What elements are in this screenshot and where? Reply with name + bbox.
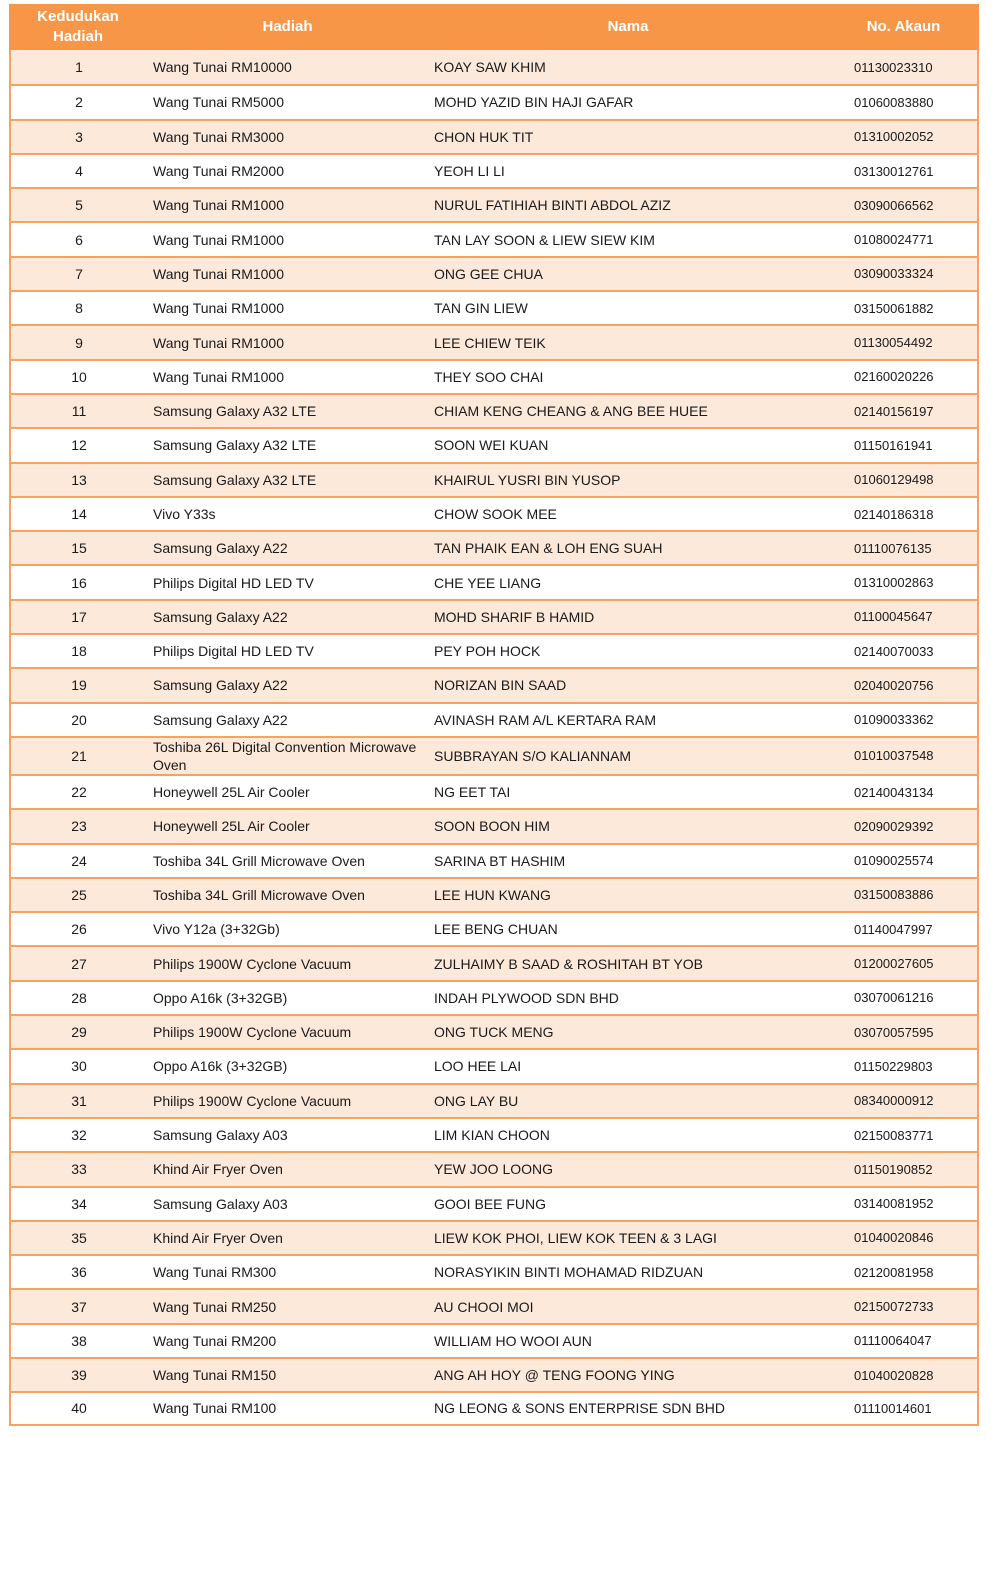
prize-cell: Wang Tunai RM3000 bbox=[147, 119, 428, 153]
prize-cell: Wang Tunai RM300 bbox=[147, 1254, 428, 1288]
table-row bbox=[9, 980, 979, 1014]
name-cell: LOO HEE LAI bbox=[428, 1048, 828, 1082]
name-cell: MOHD SHARIF B HAMID bbox=[428, 599, 828, 633]
prize-cell: Wang Tunai RM1000 bbox=[147, 256, 428, 290]
account-cell: 03140081952 bbox=[828, 1186, 979, 1220]
prize-cell: Toshiba 26L Digital Convention Microwave Oven bbox=[147, 736, 428, 774]
table-row bbox=[9, 808, 979, 842]
prize-cell: Toshiba 34L Grill Microwave Oven bbox=[147, 877, 428, 911]
table-row bbox=[9, 877, 979, 911]
name-cell: TAN PHAIK EAN & LOH ENG SUAH bbox=[428, 530, 828, 564]
name-cell: CHOW SOOK MEE bbox=[428, 496, 828, 530]
prize-cell: Samsung Galaxy A22 bbox=[147, 667, 428, 701]
table-row bbox=[9, 530, 979, 564]
table-row bbox=[9, 1014, 979, 1048]
table-row bbox=[9, 256, 979, 290]
prize-cell: Khind Air Fryer Oven bbox=[147, 1220, 428, 1254]
header-name: Nama bbox=[428, 4, 828, 50]
prize-cell: Khind Air Fryer Oven bbox=[147, 1151, 428, 1185]
table-row bbox=[9, 1391, 979, 1425]
rank-cell: 27 bbox=[9, 945, 147, 979]
name-cell: LIEW KOK PHOI, LIEW KOK TEEN & 3 LAGI bbox=[428, 1220, 828, 1254]
winners-table-container bbox=[9, 4, 979, 1426]
rank-cell: 4 bbox=[9, 153, 147, 187]
table-row bbox=[9, 153, 979, 187]
name-cell: LEE BENG CHUAN bbox=[428, 911, 828, 945]
rank-cell: 33 bbox=[9, 1151, 147, 1185]
rank-cell: 34 bbox=[9, 1186, 147, 1220]
account-cell: 01010037548 bbox=[828, 736, 979, 774]
table-row bbox=[9, 843, 979, 877]
prize-cell: Philips Digital HD LED TV bbox=[147, 633, 428, 667]
name-cell: CHON HUK TIT bbox=[428, 119, 828, 153]
table-row bbox=[9, 633, 979, 667]
account-cell: 01090033362 bbox=[828, 702, 979, 736]
table-row bbox=[9, 667, 979, 701]
prize-cell: Wang Tunai RM1000 bbox=[147, 187, 428, 221]
name-cell: WILLIAM HO WOOI AUN bbox=[428, 1323, 828, 1357]
rank-cell: 38 bbox=[9, 1323, 147, 1357]
name-cell: PEY POH HOCK bbox=[428, 633, 828, 667]
rank-cell: 6 bbox=[9, 221, 147, 255]
account-cell: 02150083771 bbox=[828, 1117, 979, 1151]
rank-cell: 37 bbox=[9, 1288, 147, 1322]
table-row bbox=[9, 1117, 979, 1151]
account-cell: 01040020828 bbox=[828, 1357, 979, 1391]
rank-cell: 5 bbox=[9, 187, 147, 221]
prize-cell: Samsung Galaxy A22 bbox=[147, 599, 428, 633]
rank-cell: 21 bbox=[9, 736, 147, 774]
prize-cell: Wang Tunai RM1000 bbox=[147, 290, 428, 324]
account-cell: 02140070033 bbox=[828, 633, 979, 667]
name-cell: YEOH LI LI bbox=[428, 153, 828, 187]
account-cell: 03070057595 bbox=[828, 1014, 979, 1048]
prize-cell: Oppo A16k (3+32GB) bbox=[147, 1048, 428, 1082]
name-cell: ANG AH HOY @ TENG FOONG YING bbox=[428, 1357, 828, 1391]
rank-cell: 16 bbox=[9, 564, 147, 598]
name-cell: LIM KIAN CHOON bbox=[428, 1117, 828, 1151]
name-cell: NG EET TAI bbox=[428, 774, 828, 808]
name-cell: SOON WEI KUAN bbox=[428, 427, 828, 461]
prize-cell: Philips 1900W Cyclone Vacuum bbox=[147, 1083, 428, 1117]
rank-cell: 7 bbox=[9, 256, 147, 290]
prize-cell: Oppo A16k (3+32GB) bbox=[147, 980, 428, 1014]
table-row bbox=[9, 1254, 979, 1288]
rank-cell: 12 bbox=[9, 427, 147, 461]
prize-cell: Samsung Galaxy A32 LTE bbox=[147, 462, 428, 496]
table-body bbox=[9, 50, 979, 1426]
prize-cell: Wang Tunai RM150 bbox=[147, 1357, 428, 1391]
rank-cell: 36 bbox=[9, 1254, 147, 1288]
account-cell: 01200027605 bbox=[828, 945, 979, 979]
rank-cell: 24 bbox=[9, 843, 147, 877]
prize-cell: Philips Digital HD LED TV bbox=[147, 564, 428, 598]
name-cell: ONG TUCK MENG bbox=[428, 1014, 828, 1048]
prize-cell: Honeywell 25L Air Cooler bbox=[147, 774, 428, 808]
rank-cell: 28 bbox=[9, 980, 147, 1014]
account-cell: 02120081958 bbox=[828, 1254, 979, 1288]
prize-cell: Honeywell 25L Air Cooler bbox=[147, 808, 428, 842]
prize-cell: Wang Tunai RM1000 bbox=[147, 359, 428, 393]
name-cell: AU CHOOI MOI bbox=[428, 1288, 828, 1322]
table-row bbox=[9, 1323, 979, 1357]
name-cell: NG LEONG & SONS ENTERPRISE SDN BHD bbox=[428, 1391, 828, 1425]
rank-cell: 18 bbox=[9, 633, 147, 667]
name-cell: INDAH PLYWOOD SDN BHD bbox=[428, 980, 828, 1014]
prize-cell: Vivo Y12a (3+32Gb) bbox=[147, 911, 428, 945]
account-cell: 02150072733 bbox=[828, 1288, 979, 1322]
account-cell: 02140043134 bbox=[828, 774, 979, 808]
table-row bbox=[9, 945, 979, 979]
account-cell: 01310002863 bbox=[828, 564, 979, 598]
name-cell: SARINA BT HASHIM bbox=[428, 843, 828, 877]
prize-cell: Philips 1900W Cyclone Vacuum bbox=[147, 1014, 428, 1048]
account-cell: 01110064047 bbox=[828, 1323, 979, 1357]
table-header bbox=[9, 4, 979, 50]
rank-cell: 17 bbox=[9, 599, 147, 633]
table-row bbox=[9, 1220, 979, 1254]
name-cell: KOAY SAW KHIM bbox=[428, 50, 828, 84]
table-row bbox=[9, 564, 979, 598]
table-row bbox=[9, 911, 979, 945]
prize-cell: Wang Tunai RM250 bbox=[147, 1288, 428, 1322]
rank-cell: 8 bbox=[9, 290, 147, 324]
name-cell: YEW JOO LOONG bbox=[428, 1151, 828, 1185]
account-cell: 01060129498 bbox=[828, 462, 979, 496]
name-cell: TAN LAY SOON & LIEW SIEW KIM bbox=[428, 221, 828, 255]
prize-cell: Vivo Y33s bbox=[147, 496, 428, 530]
account-cell: 03090066562 bbox=[828, 187, 979, 221]
prize-cell: Samsung Galaxy A22 bbox=[147, 530, 428, 564]
table-row bbox=[9, 359, 979, 393]
winners-table bbox=[9, 4, 979, 1426]
account-cell: 01090025574 bbox=[828, 843, 979, 877]
table-row bbox=[9, 736, 979, 774]
account-cell: 01110014601 bbox=[828, 1391, 979, 1425]
rank-cell: 2 bbox=[9, 84, 147, 118]
name-cell: LEE CHIEW TEIK bbox=[428, 324, 828, 358]
account-cell: 08340000912 bbox=[828, 1083, 979, 1117]
account-cell: 01100045647 bbox=[828, 599, 979, 633]
rank-cell: 19 bbox=[9, 667, 147, 701]
name-cell: NURUL FATIHIAH BINTI ABDOL AZIZ bbox=[428, 187, 828, 221]
name-cell: AVINASH RAM A/L KERTARA RAM bbox=[428, 702, 828, 736]
rank-cell: 14 bbox=[9, 496, 147, 530]
account-cell: 01150190852 bbox=[828, 1151, 979, 1185]
table-row bbox=[9, 1288, 979, 1322]
name-cell: CHE YEE LIANG bbox=[428, 564, 828, 598]
rank-cell: 26 bbox=[9, 911, 147, 945]
account-cell: 01040020846 bbox=[828, 1220, 979, 1254]
table-row bbox=[9, 1186, 979, 1220]
prize-cell: Wang Tunai RM1000 bbox=[147, 221, 428, 255]
table-row bbox=[9, 1357, 979, 1391]
table-row bbox=[9, 599, 979, 633]
account-cell: 01140047997 bbox=[828, 911, 979, 945]
table-row bbox=[9, 221, 979, 255]
prize-cell: Wang Tunai RM2000 bbox=[147, 153, 428, 187]
rank-cell: 25 bbox=[9, 877, 147, 911]
table-row bbox=[9, 774, 979, 808]
name-cell: TAN GIN LIEW bbox=[428, 290, 828, 324]
rank-cell: 35 bbox=[9, 1220, 147, 1254]
account-cell: 02040020756 bbox=[828, 667, 979, 701]
table-row bbox=[9, 290, 979, 324]
prize-cell: Wang Tunai RM200 bbox=[147, 1323, 428, 1357]
prize-cell: Wang Tunai RM5000 bbox=[147, 84, 428, 118]
name-cell: LEE HUN KWANG bbox=[428, 877, 828, 911]
header-rank: Kedudukan Hadiah bbox=[9, 4, 147, 50]
rank-cell: 15 bbox=[9, 530, 147, 564]
prize-cell: Wang Tunai RM10000 bbox=[147, 50, 428, 84]
rank-cell: 40 bbox=[9, 1391, 147, 1425]
table-row bbox=[9, 1151, 979, 1185]
name-cell: ONG GEE CHUA bbox=[428, 256, 828, 290]
table-row bbox=[9, 84, 979, 118]
table-row bbox=[9, 324, 979, 358]
rank-cell: 1 bbox=[9, 50, 147, 84]
prize-cell: Samsung Galaxy A32 LTE bbox=[147, 427, 428, 461]
account-cell: 01080024771 bbox=[828, 221, 979, 255]
prize-cell: Philips 1900W Cyclone Vacuum bbox=[147, 945, 428, 979]
name-cell: KHAIRUL YUSRI BIN YUSOP bbox=[428, 462, 828, 496]
rank-cell: 22 bbox=[9, 774, 147, 808]
account-cell: 01060083880 bbox=[828, 84, 979, 118]
account-cell: 02140156197 bbox=[828, 393, 979, 427]
rank-cell: 23 bbox=[9, 808, 147, 842]
name-cell: ONG LAY BU bbox=[428, 1083, 828, 1117]
prize-cell: Samsung Galaxy A03 bbox=[147, 1117, 428, 1151]
name-cell: NORIZAN BIN SAAD bbox=[428, 667, 828, 701]
rank-cell: 11 bbox=[9, 393, 147, 427]
account-cell: 01310002052 bbox=[828, 119, 979, 153]
account-cell: 03130012761 bbox=[828, 153, 979, 187]
rank-cell: 9 bbox=[9, 324, 147, 358]
header-prize: Hadiah bbox=[147, 4, 428, 50]
account-cell: 01150161941 bbox=[828, 427, 979, 461]
table-row bbox=[9, 427, 979, 461]
account-cell: 01130054492 bbox=[828, 324, 979, 358]
table-row bbox=[9, 1083, 979, 1117]
name-cell: THEY SOO CHAI bbox=[428, 359, 828, 393]
prize-cell: Samsung Galaxy A03 bbox=[147, 1186, 428, 1220]
name-cell: SOON BOON HIM bbox=[428, 808, 828, 842]
name-cell: NORASYIKIN BINTI MOHAMAD RIDZUAN bbox=[428, 1254, 828, 1288]
rank-cell: 3 bbox=[9, 119, 147, 153]
account-cell: 01110076135 bbox=[828, 530, 979, 564]
prize-cell: Toshiba 34L Grill Microwave Oven bbox=[147, 843, 428, 877]
prize-cell: Samsung Galaxy A32 LTE bbox=[147, 393, 428, 427]
name-cell: GOOI BEE FUNG bbox=[428, 1186, 828, 1220]
header-account: No. Akaun bbox=[828, 4, 979, 50]
name-cell: SUBBRAYAN S/O KALIANNAM bbox=[428, 736, 828, 774]
rank-cell: 20 bbox=[9, 702, 147, 736]
table-row bbox=[9, 119, 979, 153]
table-row bbox=[9, 187, 979, 221]
name-cell: CHIAM KENG CHEANG & ANG BEE HUEE bbox=[428, 393, 828, 427]
account-cell: 02160020226 bbox=[828, 359, 979, 393]
rank-cell: 10 bbox=[9, 359, 147, 393]
account-cell: 02140186318 bbox=[828, 496, 979, 530]
name-cell: ZULHAIMY B SAAD & ROSHITAH BT YOB bbox=[428, 945, 828, 979]
table-row bbox=[9, 1048, 979, 1082]
table-row bbox=[9, 50, 979, 84]
table-row bbox=[9, 462, 979, 496]
prize-cell: Samsung Galaxy A22 bbox=[147, 702, 428, 736]
table-row bbox=[9, 393, 979, 427]
account-cell: 03150083886 bbox=[828, 877, 979, 911]
account-cell: 03070061216 bbox=[828, 980, 979, 1014]
rank-cell: 32 bbox=[9, 1117, 147, 1151]
rank-cell: 31 bbox=[9, 1083, 147, 1117]
rank-cell: 39 bbox=[9, 1357, 147, 1391]
account-cell: 01130023310 bbox=[828, 50, 979, 84]
account-cell: 01150229803 bbox=[828, 1048, 979, 1082]
name-cell: MOHD YAZID BIN HAJI GAFAR bbox=[428, 84, 828, 118]
table-row bbox=[9, 702, 979, 736]
account-cell: 03150061882 bbox=[828, 290, 979, 324]
account-cell: 02090029392 bbox=[828, 808, 979, 842]
account-cell: 03090033324 bbox=[828, 256, 979, 290]
rank-cell: 13 bbox=[9, 462, 147, 496]
prize-cell: Wang Tunai RM1000 bbox=[147, 324, 428, 358]
table-row bbox=[9, 496, 979, 530]
prize-cell: Wang Tunai RM100 bbox=[147, 1391, 428, 1425]
header-row bbox=[9, 4, 979, 50]
rank-cell: 29 bbox=[9, 1014, 147, 1048]
rank-cell: 30 bbox=[9, 1048, 147, 1082]
